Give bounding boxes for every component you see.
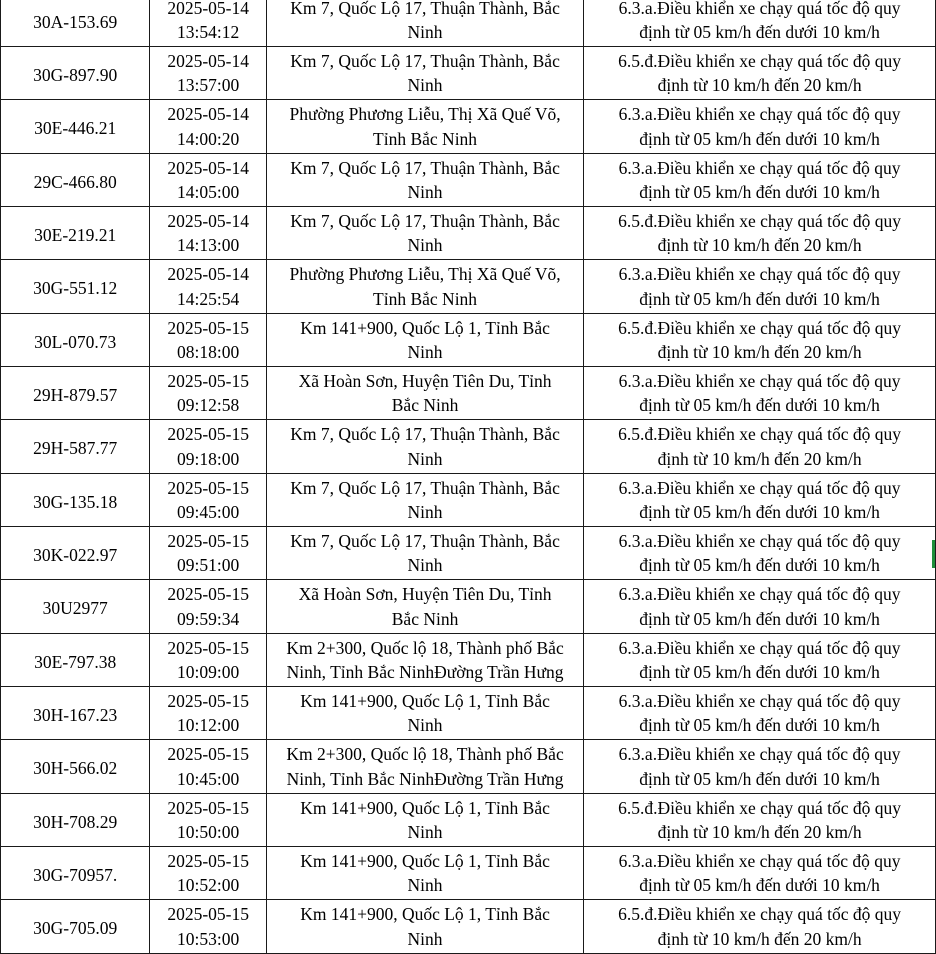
- time-text: 10:09:00: [177, 662, 240, 682]
- violation-text-line: định từ 05 km/h đến dưới 10 km/h: [639, 555, 880, 575]
- location-text-line: Km 7, Quốc Lộ 17, Thuận Thành, Bắc: [290, 477, 560, 498]
- violation-text-line: 6.5.đ.Điều khiển xe chạy quá tốc độ quy: [618, 424, 902, 444]
- location-text-line: Ninh: [407, 448, 443, 469]
- time-text: 09:18:00: [177, 448, 240, 469]
- license-plate-cell[interactable]: 30G-70957.: [1, 847, 150, 900]
- time-text: 14:25:54: [177, 288, 240, 309]
- location-text-line: Km 7, Quốc Lộ 17, Thuận Thành, Bắc: [290, 530, 560, 551]
- date-text: 2025-05-15: [167, 690, 249, 711]
- violation-text-line: 6.3.a.Điều khiển xe chạy quá tốc độ quy: [618, 477, 901, 498]
- table-row: [1, 740, 936, 794]
- table-row: [1, 100, 936, 154]
- location-cell[interactable]: [266, 154, 583, 207]
- timestamp-cell[interactable]: [150, 100, 266, 154]
- table-row: [1, 794, 936, 847]
- timestamp-cell[interactable]: [150, 900, 266, 954]
- location-text-line: Km 7, Quốc Lộ 17, Thuận Thành, Bắc: [290, 0, 560, 18]
- time-text: 09:45:00: [177, 502, 240, 522]
- violation-text-line: 6.3.a.Điều khiển xe chạy quá tốc độ quy: [618, 850, 901, 871]
- violation-text-line: định từ 10 km/h đến 20 km/h: [657, 342, 862, 362]
- table-row: [1, 634, 936, 687]
- timestamp-cell[interactable]: [150, 474, 266, 527]
- time-text: 10:53:00: [177, 928, 240, 949]
- date-text: 2025-05-15: [167, 424, 249, 444]
- table-row: [1, 527, 936, 580]
- location-text-line: Ninh: [407, 715, 443, 735]
- violation-text-line: định từ 05 km/h đến dưới 10 km/h: [639, 662, 880, 682]
- location-cell[interactable]: [266, 420, 583, 474]
- location-text-line: Km 7, Quốc Lộ 17, Thuận Thành, Bắc: [290, 210, 560, 231]
- violation-text-line: 6.5.đ.Điều khiển xe chạy quá tốc độ quy: [618, 904, 902, 924]
- license-plate-cell[interactable]: 30H-708.29: [1, 794, 150, 847]
- license-plate-cell[interactable]: 30E-797.38: [1, 634, 150, 687]
- table-row: [1, 154, 936, 207]
- timestamp-cell[interactable]: [150, 47, 266, 100]
- license-plate-cell[interactable]: 30U2977: [1, 580, 150, 634]
- timestamp-cell[interactable]: [150, 740, 266, 794]
- timestamp-cell[interactable]: [150, 580, 266, 634]
- violation-text-line: định từ 05 km/h đến dưới 10 km/h: [639, 502, 880, 522]
- location-text-line: Xã Hoàn Sơn, Huyện Tiên Du, Tỉnh: [298, 584, 552, 604]
- time-text: 14:05:00: [177, 182, 240, 202]
- license-plate-cell[interactable]: 30H-566.02: [1, 740, 150, 794]
- location-text-line: Km 141+900, Quốc Lộ 1, Tỉnh Bắc: [300, 797, 550, 818]
- location-text-line: Bắc Ninh: [391, 395, 459, 415]
- table-row: [1, 420, 936, 474]
- location-text-line: Tỉnh Bắc Ninh: [373, 288, 478, 309]
- violation-cell[interactable]: [584, 367, 936, 420]
- violation-text-line: 6.5.đ.Điều khiển xe chạy quá tốc độ quy: [618, 50, 902, 71]
- location-text-line: Bắc Ninh: [391, 608, 459, 629]
- violation-text-line: 6.5.đ.Điều khiển xe chạy quá tốc độ quy: [618, 317, 902, 338]
- violation-text-line: định từ 05 km/h đến dưới 10 km/h: [639, 288, 880, 309]
- location-cell[interactable]: [266, 47, 583, 100]
- time-text: 10:52:00: [177, 875, 240, 895]
- violation-cell[interactable]: [584, 687, 936, 740]
- violation-text-line: định từ 05 km/h đến dưới 10 km/h: [639, 22, 880, 42]
- table-row: [1, 314, 936, 367]
- violation-text-line: định từ 10 km/h đến 20 km/h: [657, 448, 862, 469]
- violation-text-line: 6.5.đ.Điều khiển xe chạy quá tốc độ quy: [618, 210, 902, 231]
- date-text: 2025-05-14: [167, 50, 249, 71]
- date-text: 2025-05-15: [167, 530, 249, 551]
- time-text: 10:50:00: [177, 822, 240, 842]
- violation-text-line: định từ 10 km/h đến 20 km/h: [657, 928, 862, 949]
- date-text: 2025-05-15: [167, 477, 249, 498]
- location-text-line: Ninh, Tỉnh Bắc NinhĐường Trần Hưng: [286, 768, 564, 789]
- violation-text-line: định từ 05 km/h đến dưới 10 km/h: [639, 395, 880, 415]
- timestamp-cell[interactable]: [150, 687, 266, 740]
- violation-cell[interactable]: [584, 420, 936, 474]
- violation-text-line: định từ 05 km/h đến dưới 10 km/h: [639, 608, 880, 629]
- location-text-line: Phường Phương Liễu, Thị Xã Quế Võ,: [289, 104, 561, 124]
- location-text-line: Km 141+900, Quốc Lộ 1, Tỉnh Bắc: [300, 317, 550, 338]
- time-text: 14:00:20: [177, 128, 240, 149]
- location-text-line: Km 7, Quốc Lộ 17, Thuận Thành, Bắc: [290, 157, 560, 178]
- table-row: [1, 474, 936, 527]
- timestamp-cell[interactable]: [150, 154, 266, 207]
- location-cell[interactable]: [266, 207, 583, 260]
- timestamp-cell[interactable]: [150, 367, 266, 420]
- violation-cell[interactable]: [584, 154, 936, 207]
- location-text-line: Km 2+300, Quốc lộ 18, Thành phố Bắc: [286, 637, 564, 658]
- violation-text-line: định từ 10 km/h đến 20 km/h: [657, 822, 862, 842]
- timestamp-cell[interactable]: [150, 207, 266, 260]
- location-text-line: Km 141+900, Quốc Lộ 1, Tỉnh Bắc: [300, 850, 550, 871]
- date-text: 2025-05-15: [167, 637, 249, 658]
- timestamp-cell[interactable]: [150, 420, 266, 474]
- location-cell[interactable]: [266, 260, 583, 314]
- date-text: 2025-05-15: [167, 317, 249, 338]
- violation-cell[interactable]: [584, 0, 936, 47]
- license-plate-cell[interactable]: 30G-551.12: [1, 260, 150, 314]
- violation-cell[interactable]: [584, 634, 936, 687]
- table-row: [1, 580, 936, 634]
- violation-text-line: 6.3.a.Điều khiển xe chạy quá tốc độ quy: [618, 584, 901, 604]
- violations-table-body: [1, 0, 936, 954]
- violation-cell[interactable]: [584, 740, 936, 794]
- time-text: 09:51:00: [177, 555, 240, 575]
- license-plate-cell[interactable]: 29H-879.57: [1, 367, 150, 420]
- table-row: [1, 47, 936, 100]
- date-text: 2025-05-15: [167, 584, 249, 604]
- timestamp-cell[interactable]: [150, 794, 266, 847]
- date-text: 2025-05-14: [167, 210, 249, 231]
- location-cell[interactable]: [266, 794, 583, 847]
- date-text: 2025-05-14: [167, 0, 249, 18]
- violation-text-line: 6.5.đ.Điều khiển xe chạy quá tốc độ quy: [618, 797, 902, 818]
- date-text: 2025-05-14: [167, 264, 249, 284]
- license-plate-cell[interactable]: 30E-446.21: [1, 100, 150, 154]
- timestamp-cell[interactable]: [150, 314, 266, 367]
- table-row: [1, 900, 936, 954]
- violation-text-line: 6.3.a.Điều khiển xe chạy quá tốc độ quy: [618, 744, 901, 764]
- violation-text-line: 6.3.a.Điều khiển xe chạy quá tốc độ quy: [618, 690, 901, 711]
- timestamp-cell[interactable]: [150, 0, 266, 47]
- violation-cell[interactable]: [584, 47, 936, 100]
- violation-text-line: 6.3.a.Điều khiển xe chạy quá tốc độ quy: [618, 530, 901, 551]
- violation-cell[interactable]: [584, 314, 936, 367]
- location-cell[interactable]: [266, 100, 583, 154]
- table-row: [1, 260, 936, 314]
- violation-text-line: 6.3.a.Điều khiển xe chạy quá tốc độ quy: [618, 104, 901, 124]
- license-plate-cell[interactable]: 29H-587.77: [1, 420, 150, 474]
- location-text-line: Ninh: [407, 22, 443, 42]
- location-cell[interactable]: [266, 314, 583, 367]
- date-text: 2025-05-15: [167, 370, 249, 391]
- license-plate-cell[interactable]: 30G-705.09: [1, 900, 150, 954]
- location-cell[interactable]: [266, 527, 583, 580]
- license-plate-cell[interactable]: 30E-219.21: [1, 207, 150, 260]
- time-text: 13:57:00: [177, 75, 240, 95]
- violation-text-line: 6.3.a.Điều khiển xe chạy quá tốc độ quy: [618, 0, 901, 18]
- table-row: [1, 207, 936, 260]
- location-text-line: Ninh: [407, 875, 443, 895]
- date-text: 2025-05-14: [167, 157, 249, 178]
- timestamp-cell[interactable]: [150, 527, 266, 580]
- location-text-line: Km 141+900, Quốc Lộ 1, Tỉnh Bắc: [300, 690, 550, 711]
- location-text-line: Km 7, Quốc Lộ 17, Thuận Thành, Bắc: [290, 50, 560, 71]
- location-text-line: Ninh: [407, 342, 443, 362]
- table-row: [1, 0, 936, 47]
- violation-cell[interactable]: [584, 794, 936, 847]
- location-text-line: Ninh: [407, 75, 443, 95]
- location-text-line: Phường Phương Liễu, Thị Xã Quế Võ,: [289, 264, 561, 284]
- table-row: [1, 367, 936, 420]
- location-text-line: Km 7, Quốc Lộ 17, Thuận Thành, Bắc: [290, 424, 560, 444]
- location-cell[interactable]: [266, 900, 583, 954]
- location-text-line: Ninh: [407, 555, 443, 575]
- location-cell[interactable]: [266, 634, 583, 687]
- location-text-line: Ninh: [407, 502, 443, 522]
- license-plate-cell[interactable]: 29C-466.80: [1, 154, 150, 207]
- violation-text-line: 6.3.a.Điều khiển xe chạy quá tốc độ quy: [618, 370, 901, 391]
- location-cell[interactable]: [266, 0, 583, 47]
- location-cell[interactable]: [266, 474, 583, 527]
- location-text-line: Ninh, Tỉnh Bắc NinhĐường Trần Hưng: [286, 662, 564, 682]
- violation-cell[interactable]: [584, 100, 936, 154]
- time-text: 10:12:00: [177, 715, 240, 735]
- date-text: 2025-05-15: [167, 850, 249, 871]
- location-text-line: Ninh: [407, 928, 443, 949]
- location-cell[interactable]: [266, 580, 583, 634]
- violation-cell[interactable]: [584, 260, 936, 314]
- violation-text-line: định từ 05 km/h đến dưới 10 km/h: [639, 182, 880, 202]
- date-text: 2025-05-15: [167, 904, 249, 924]
- license-plate-cell[interactable]: 30G-897.90: [1, 47, 150, 100]
- violation-cell[interactable]: [584, 580, 936, 634]
- location-text-line: Ninh: [407, 822, 443, 842]
- violation-text-line: định từ 05 km/h đến dưới 10 km/h: [639, 875, 880, 895]
- violation-text-line: định từ 05 km/h đến dưới 10 km/h: [639, 768, 880, 789]
- location-cell[interactable]: [266, 740, 583, 794]
- time-text: 09:12:58: [177, 395, 240, 415]
- date-text: 2025-05-15: [167, 797, 249, 818]
- location-cell[interactable]: [266, 367, 583, 420]
- location-text-line: Xã Hoàn Sơn, Huyện Tiên Du, Tỉnh: [298, 370, 552, 391]
- violation-text-line: định từ 05 km/h đến dưới 10 km/h: [639, 715, 880, 735]
- timestamp-cell[interactable]: [150, 260, 266, 314]
- violation-text-line: 6.3.a.Điều khiển xe chạy quá tốc độ quy: [618, 637, 901, 658]
- license-plate-cell[interactable]: 30H-167.23: [1, 687, 150, 740]
- violation-cell[interactable]: [584, 207, 936, 260]
- violation-text-line: 6.3.a.Điều khiển xe chạy quá tốc độ quy: [618, 264, 901, 284]
- date-text: 2025-05-15: [167, 744, 249, 764]
- date-text: 2025-05-14: [167, 104, 249, 124]
- violation-cell[interactable]: [584, 527, 936, 580]
- license-plate-cell[interactable]: 30G-135.18: [1, 474, 150, 527]
- location-text-line: Ninh: [407, 235, 443, 255]
- location-text-line: Km 2+300, Quốc lộ 18, Thành phố Bắc: [286, 744, 564, 764]
- time-text: 08:18:00: [177, 342, 240, 362]
- violation-cell[interactable]: [584, 474, 936, 527]
- violation-text-line: định từ 05 km/h đến dưới 10 km/h: [639, 128, 880, 149]
- selection-edge-marker: [932, 540, 935, 568]
- location-text-line: Ninh: [407, 182, 443, 202]
- location-text-line: Tỉnh Bắc Ninh: [373, 128, 478, 149]
- time-text: 13:54:12: [177, 22, 240, 42]
- license-plate-cell[interactable]: 30L-070.73: [1, 314, 150, 367]
- license-plate-cell[interactable]: 30K-022.97: [1, 527, 150, 580]
- violation-text-line: 6.3.a.Điều khiển xe chạy quá tốc độ quy: [618, 157, 901, 178]
- violation-text-line: định từ 10 km/h đến 20 km/h: [657, 235, 862, 255]
- time-text: 14:13:00: [177, 235, 240, 255]
- location-text-line: Km 141+900, Quốc Lộ 1, Tỉnh Bắc: [300, 904, 550, 924]
- license-plate-cell[interactable]: 30A-153.69: [1, 0, 150, 47]
- time-text: 09:59:34: [177, 608, 240, 629]
- table-row: [1, 687, 936, 740]
- timestamp-cell[interactable]: [150, 634, 266, 687]
- time-text: 10:45:00: [177, 768, 240, 789]
- violation-cell[interactable]: [584, 900, 936, 954]
- violation-text-line: định từ 10 km/h đến 20 km/h: [657, 75, 862, 95]
- location-cell[interactable]: [266, 687, 583, 740]
